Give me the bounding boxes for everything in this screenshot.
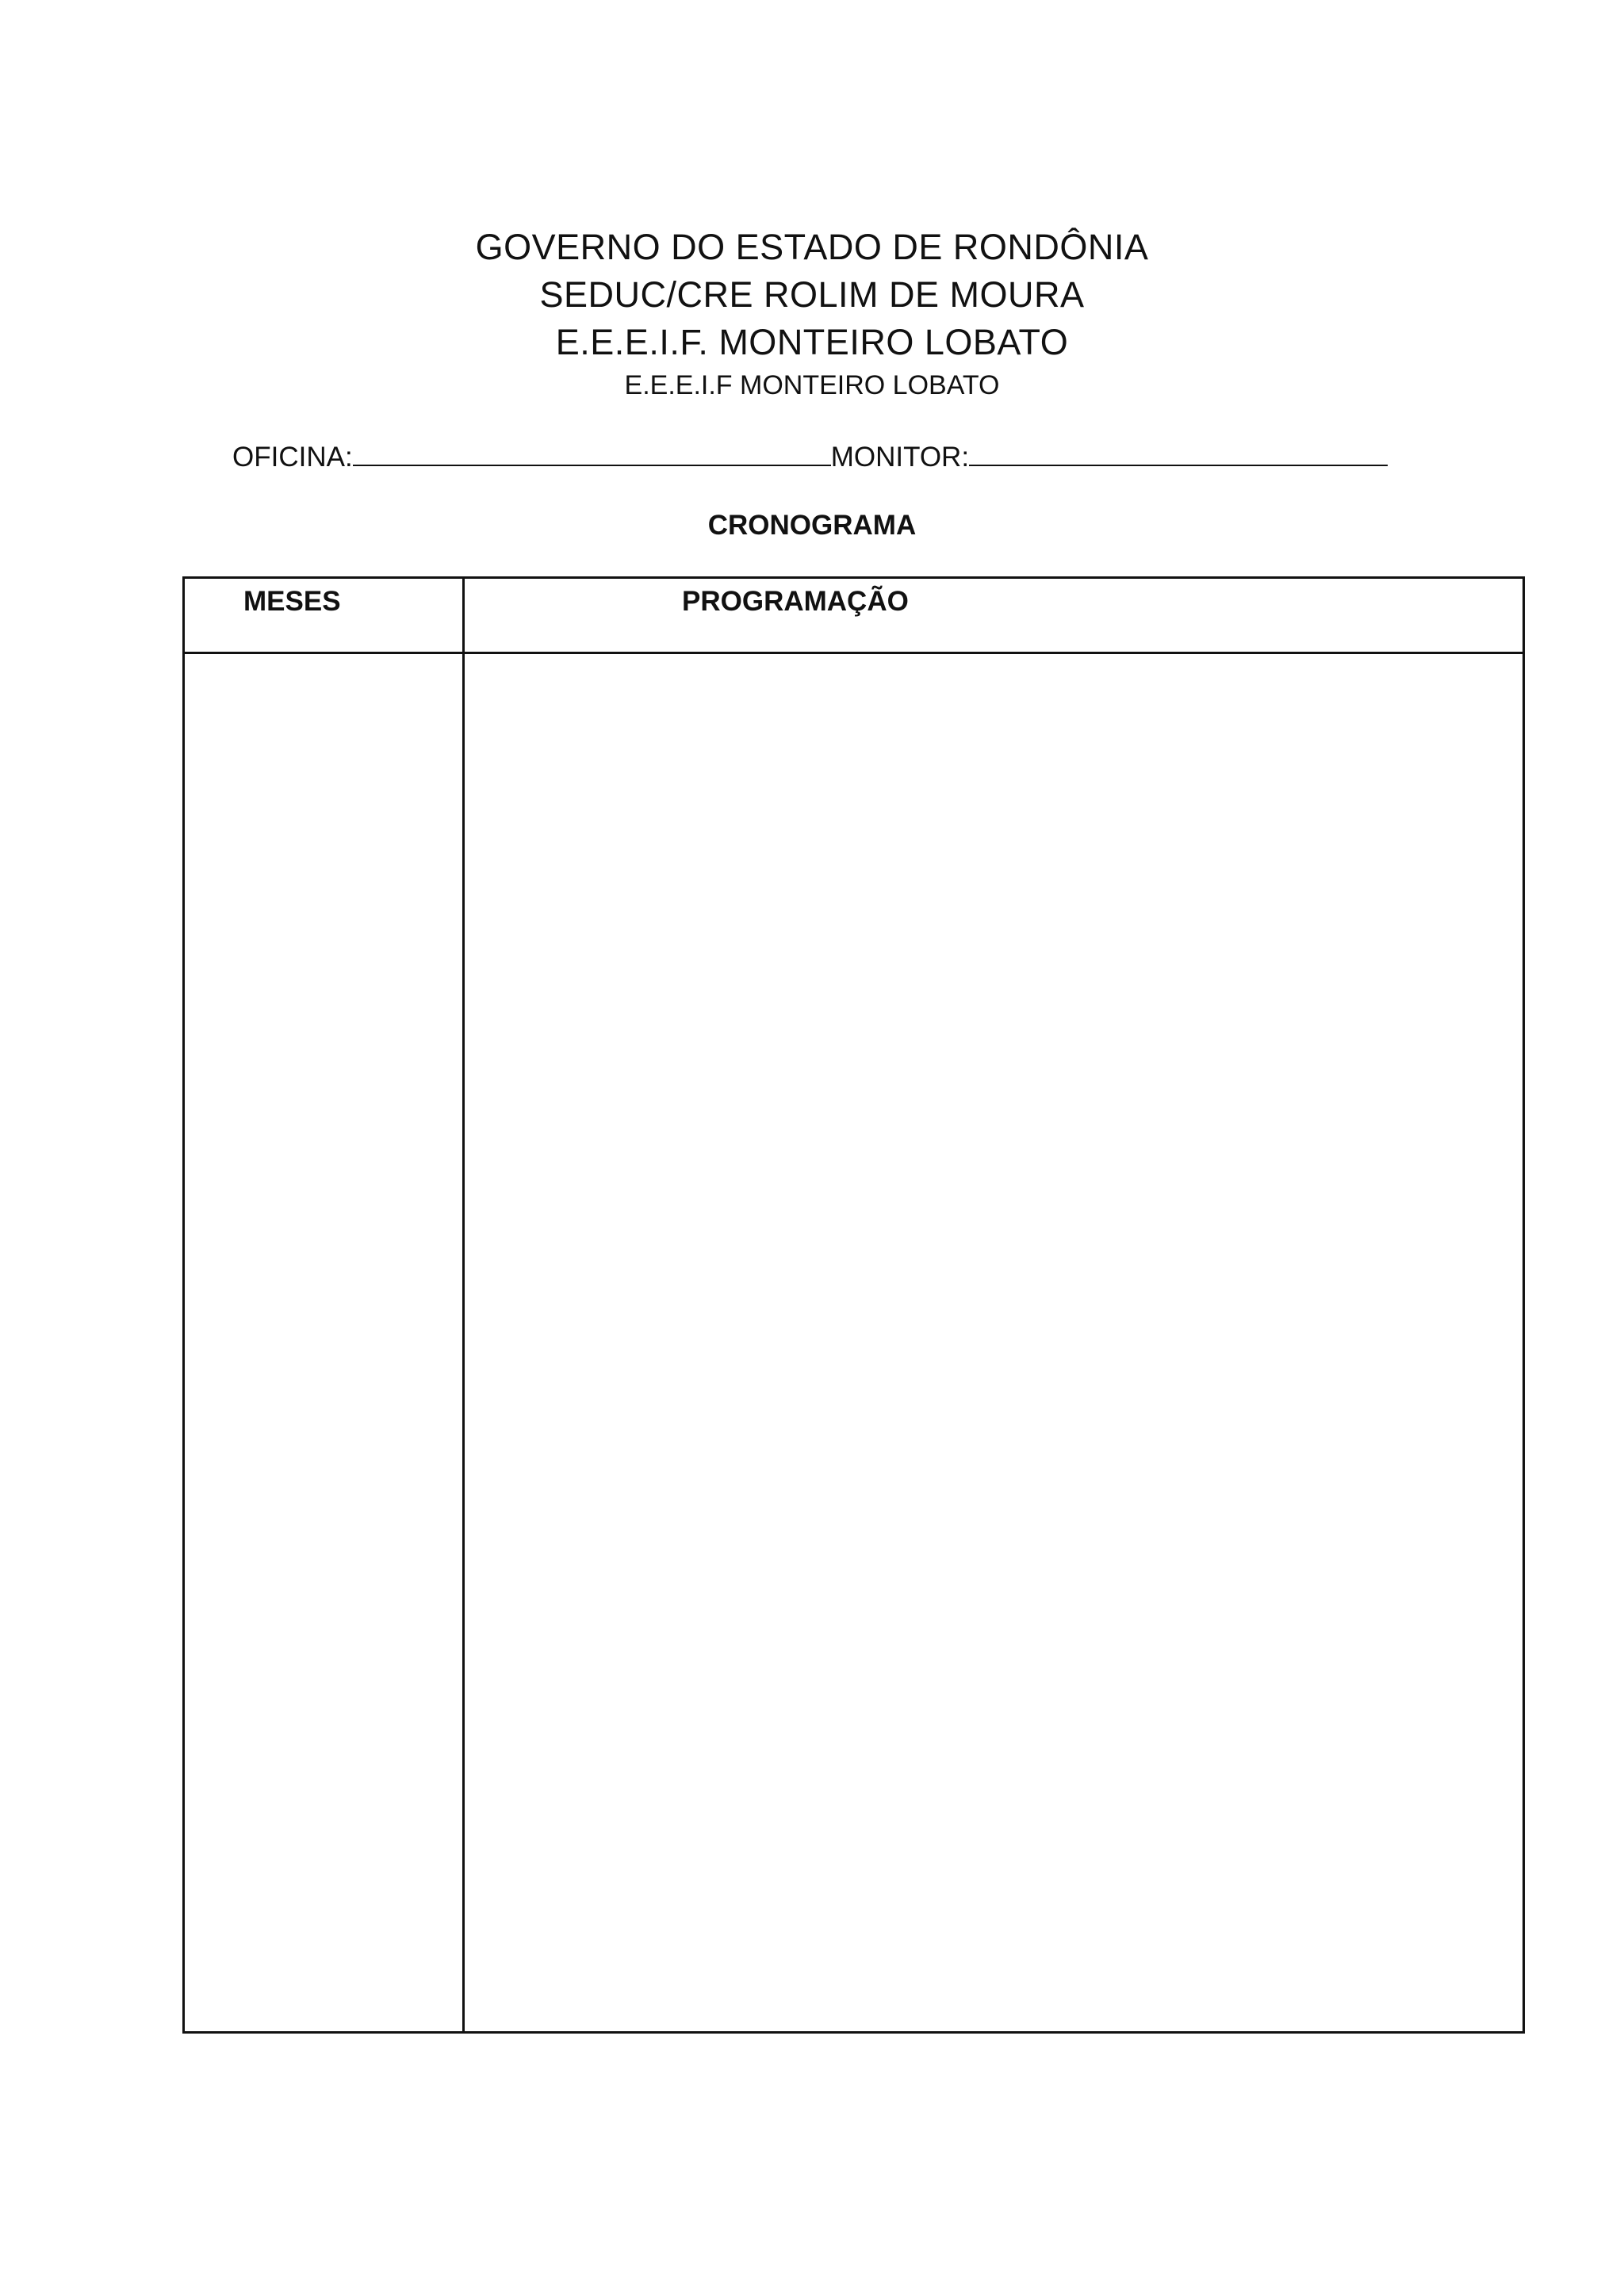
monitor-blank-field[interactable] [969, 439, 1388, 466]
table-header [185, 579, 1522, 654]
schedule-table [182, 576, 1525, 2034]
monitor-label: MONITOR: [830, 442, 970, 473]
table-body [185, 654, 1522, 2031]
section-title: CRONOGRAMA [707, 510, 917, 541]
column-header-programacao: PROGRAMAÇÃO [682, 586, 909, 617]
column-header-meses: MESES [243, 586, 341, 617]
oficina-label: OFICINA: [232, 442, 353, 473]
department-title: SEDUC/CRE ROLIM DE MOURA [539, 274, 1085, 315]
document-header [0, 224, 1624, 403]
oficina-blank-field[interactable] [353, 439, 831, 466]
form-fields [232, 439, 1390, 476]
school-subtitle: E.E.E.I.F MONTEIRO LOBATO [624, 370, 1000, 400]
school-title: E.E.E.I.F. MONTEIRO LOBATO [555, 322, 1069, 362]
government-title: GOVERNO DO ESTADO DE RONDÔNIA [475, 227, 1149, 267]
meses-cell[interactable] [185, 654, 462, 2031]
programacao-cell[interactable] [465, 654, 1522, 2031]
